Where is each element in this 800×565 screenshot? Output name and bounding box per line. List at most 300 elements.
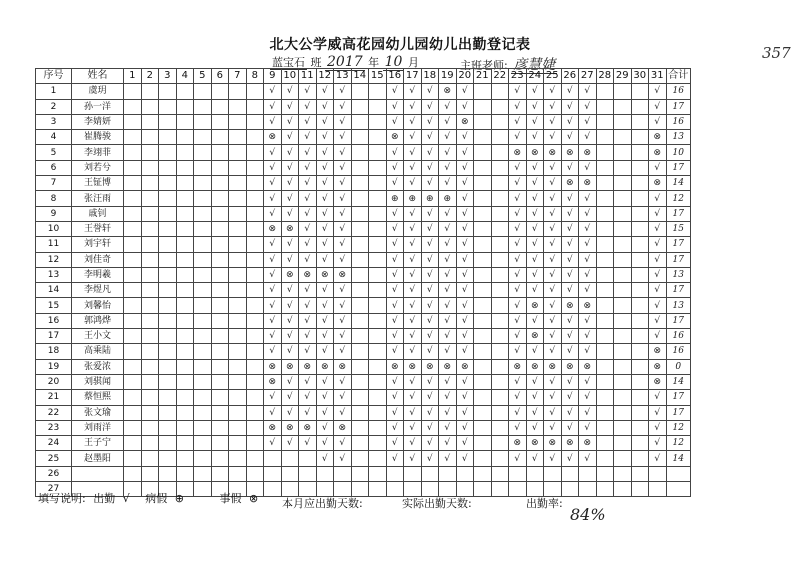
present-mark: √ <box>544 390 562 405</box>
legend-present-label: 出勤 <box>93 492 116 505</box>
present-mark: √ <box>579 329 597 344</box>
empty-cell <box>351 359 369 374</box>
leave-mark: ⊗ <box>544 436 562 451</box>
empty-cell <box>369 130 387 145</box>
empty-cell <box>141 466 159 481</box>
day-header: 3 <box>159 69 177 84</box>
empty-cell <box>614 482 632 497</box>
empty-cell <box>124 451 142 466</box>
empty-cell <box>159 451 177 466</box>
leave-mark: ⊗ <box>456 114 474 129</box>
empty-cell <box>614 99 632 114</box>
leave-mark: ⊗ <box>264 420 282 435</box>
empty-cell <box>614 313 632 328</box>
present-mark: √ <box>509 329 527 344</box>
empty-cell <box>351 283 369 298</box>
empty-cell <box>159 237 177 252</box>
present-mark: √ <box>299 313 317 328</box>
empty-cell <box>474 267 492 282</box>
present-mark: √ <box>334 344 352 359</box>
present-mark: √ <box>579 390 597 405</box>
present-mark: √ <box>264 191 282 206</box>
empty-cell <box>596 84 614 99</box>
present-mark: √ <box>264 145 282 160</box>
present-mark: √ <box>386 329 404 344</box>
empty-cell <box>211 436 229 451</box>
leave-mark: ⊗ <box>561 298 579 313</box>
empty-cell <box>141 313 159 328</box>
empty-cell <box>369 298 387 313</box>
empty-cell <box>614 405 632 420</box>
leave-mark: ⊗ <box>316 267 334 282</box>
present-mark: √ <box>334 283 352 298</box>
table-row <box>36 99 691 114</box>
day-header: 27 <box>579 69 597 84</box>
present-mark: √ <box>386 84 404 99</box>
present-mark: √ <box>579 451 597 466</box>
empty-cell <box>124 176 142 191</box>
empty-cell <box>229 390 247 405</box>
empty-cell <box>194 145 212 160</box>
leave-mark: ⊗ <box>264 359 282 374</box>
leave-mark: ⊗ <box>299 359 317 374</box>
empty-cell <box>176 160 194 175</box>
empty-cell <box>211 191 229 206</box>
student-name: 李翊菲 <box>72 145 124 160</box>
empty-cell <box>614 114 632 129</box>
day-header: 22 <box>491 69 509 84</box>
present-mark: √ <box>579 130 597 145</box>
student-name: 蔡恒熙 <box>72 390 124 405</box>
present-mark: √ <box>264 176 282 191</box>
empty-cell <box>211 466 229 481</box>
empty-cell <box>456 466 474 481</box>
present-mark: √ <box>526 221 544 236</box>
table-row <box>36 359 691 374</box>
present-mark: √ <box>579 283 597 298</box>
present-mark: √ <box>404 160 422 175</box>
table-header <box>36 69 691 84</box>
student-name: 李明羲 <box>72 267 124 282</box>
present-mark: √ <box>439 267 457 282</box>
empty-cell <box>491 252 509 267</box>
present-mark: √ <box>456 206 474 221</box>
present-mark: √ <box>579 252 597 267</box>
empty-cell <box>421 466 439 481</box>
table-row <box>36 283 691 298</box>
present-mark: √ <box>579 84 597 99</box>
present-mark: √ <box>649 420 667 435</box>
sick-icon: ⊕ <box>174 492 184 505</box>
present-mark: √ <box>299 405 317 420</box>
present-mark: √ <box>509 237 527 252</box>
empty-cell <box>491 99 509 114</box>
present-mark: √ <box>404 298 422 313</box>
present-mark: √ <box>509 267 527 282</box>
empty-cell <box>246 390 264 405</box>
empty-cell <box>491 283 509 298</box>
empty-cell <box>159 374 177 389</box>
empty-cell <box>386 466 404 481</box>
present-mark: √ <box>299 176 317 191</box>
present-mark: √ <box>439 206 457 221</box>
empty-cell <box>491 405 509 420</box>
present-mark: √ <box>386 206 404 221</box>
empty-cell <box>369 482 387 497</box>
present-mark: √ <box>526 313 544 328</box>
leave-mark: ⊗ <box>561 359 579 374</box>
empty-cell <box>159 221 177 236</box>
present-mark: √ <box>526 130 544 145</box>
table-row <box>36 405 691 420</box>
empty-cell <box>229 466 247 481</box>
empty-cell <box>614 390 632 405</box>
present-mark: √ <box>421 176 439 191</box>
empty-cell <box>631 344 649 359</box>
empty-cell <box>246 405 264 420</box>
empty-cell <box>141 390 159 405</box>
present-mark: √ <box>526 374 544 389</box>
student-name: 郭鸿烨 <box>72 313 124 328</box>
present-mark: √ <box>299 160 317 175</box>
empty-cell <box>369 436 387 451</box>
present-mark: √ <box>421 206 439 221</box>
empty-cell <box>159 359 177 374</box>
empty-cell <box>491 420 509 435</box>
present-mark: √ <box>404 176 422 191</box>
empty-cell <box>141 237 159 252</box>
leave-mark: ⊗ <box>281 267 299 282</box>
empty-cell <box>211 283 229 298</box>
present-mark: √ <box>544 374 562 389</box>
table-row <box>36 160 691 175</box>
present-mark: √ <box>649 405 667 420</box>
present-mark: √ <box>421 252 439 267</box>
empty-cell <box>351 329 369 344</box>
present-mark: √ <box>649 114 667 129</box>
empty-cell <box>474 221 492 236</box>
present-mark: √ <box>281 191 299 206</box>
present-mark: √ <box>404 374 422 389</box>
present-mark: √ <box>649 99 667 114</box>
student-name: 刘宇轩 <box>72 237 124 252</box>
present-mark: √ <box>264 84 282 99</box>
empty-cell <box>176 329 194 344</box>
present-mark: √ <box>264 298 282 313</box>
empty-cell <box>351 451 369 466</box>
empty-cell <box>631 176 649 191</box>
empty-cell <box>229 237 247 252</box>
empty-cell <box>211 344 229 359</box>
row-total: 14 <box>666 451 691 466</box>
empty-cell <box>211 99 229 114</box>
empty-cell <box>491 359 509 374</box>
present-mark: √ <box>299 99 317 114</box>
day-header: 19 <box>439 69 457 84</box>
present-mark: √ <box>456 298 474 313</box>
empty-cell <box>194 191 212 206</box>
table-row <box>36 267 691 282</box>
present-mark: √ <box>316 160 334 175</box>
table-row <box>36 374 691 389</box>
empty-cell <box>176 374 194 389</box>
row-total <box>666 466 691 481</box>
present-mark: √ <box>404 267 422 282</box>
leave-mark: ⊗ <box>526 298 544 313</box>
present-mark: √ <box>316 436 334 451</box>
row-number: 17 <box>36 329 72 344</box>
empty-cell <box>229 84 247 99</box>
empty-cell <box>246 221 264 236</box>
empty-cell <box>141 267 159 282</box>
empty-cell <box>246 130 264 145</box>
present-mark: √ <box>421 313 439 328</box>
empty-cell <box>124 160 142 175</box>
student-name: 崔腾骏 <box>72 130 124 145</box>
present-mark: √ <box>264 252 282 267</box>
table-row <box>36 191 691 206</box>
present-mark: √ <box>456 176 474 191</box>
empty-cell <box>614 466 632 481</box>
empty-cell <box>176 283 194 298</box>
present-mark: √ <box>299 283 317 298</box>
empty-cell <box>194 176 212 191</box>
empty-cell <box>159 145 177 160</box>
day-header: 23 <box>509 69 527 84</box>
empty-cell <box>159 420 177 435</box>
present-mark: √ <box>334 252 352 267</box>
empty-cell <box>159 176 177 191</box>
row-number: 12 <box>36 252 72 267</box>
empty-cell <box>176 237 194 252</box>
present-mark: √ <box>281 252 299 267</box>
table-row <box>36 176 691 191</box>
empty-cell <box>246 160 264 175</box>
present-mark: √ <box>404 99 422 114</box>
present-mark: √ <box>649 84 667 99</box>
leave-mark: ⊗ <box>649 176 667 191</box>
leave-mark: ⊗ <box>316 359 334 374</box>
present-mark: √ <box>334 160 352 175</box>
empty-cell <box>246 114 264 129</box>
day-header: 5 <box>194 69 212 84</box>
present-mark: √ <box>526 114 544 129</box>
empty-cell <box>596 237 614 252</box>
empty-cell <box>246 267 264 282</box>
sick-mark: ⊕ <box>421 191 439 206</box>
leave-mark: ⊗ <box>334 267 352 282</box>
row-total: 10 <box>666 145 691 160</box>
present-mark: √ <box>264 436 282 451</box>
row-number: 20 <box>36 374 72 389</box>
empty-cell <box>596 405 614 420</box>
teacher-name: 彦慧婕 <box>513 57 556 73</box>
present-mark: √ <box>544 114 562 129</box>
present-mark: √ <box>509 130 527 145</box>
row-total: 17 <box>666 99 691 114</box>
empty-cell <box>474 160 492 175</box>
present-mark: √ <box>386 99 404 114</box>
leave-mark: ⊗ <box>509 359 527 374</box>
empty-cell <box>369 420 387 435</box>
present-mark: √ <box>544 160 562 175</box>
row-number: 2 <box>36 99 72 114</box>
empty-cell <box>351 84 369 99</box>
present-mark: √ <box>456 160 474 175</box>
present-mark: √ <box>456 130 474 145</box>
empty-cell <box>561 466 579 481</box>
empty-cell <box>246 466 264 481</box>
row-total: 15 <box>666 221 691 236</box>
empty-cell <box>526 466 544 481</box>
empty-cell <box>246 298 264 313</box>
sick-mark: ⊕ <box>386 191 404 206</box>
empty-cell <box>124 130 142 145</box>
empty-cell <box>229 451 247 466</box>
empty-cell <box>176 84 194 99</box>
empty-cell <box>246 359 264 374</box>
leave-mark: ⊗ <box>264 374 282 389</box>
present-mark: √ <box>421 420 439 435</box>
empty-cell <box>141 359 159 374</box>
empty-cell <box>649 466 667 481</box>
empty-cell <box>211 176 229 191</box>
present-mark: √ <box>316 298 334 313</box>
present-mark: √ <box>561 252 579 267</box>
empty-cell <box>159 130 177 145</box>
empty-cell <box>474 283 492 298</box>
empty-cell <box>194 99 212 114</box>
present-mark: √ <box>386 420 404 435</box>
day-header: 20 <box>456 69 474 84</box>
present-mark: √ <box>264 329 282 344</box>
present-mark: √ <box>404 283 422 298</box>
present-mark: √ <box>456 237 474 252</box>
present-mark: √ <box>649 390 667 405</box>
present-mark: √ <box>404 84 422 99</box>
present-mark: √ <box>509 374 527 389</box>
day-header: 16 <box>386 69 404 84</box>
present-mark: √ <box>264 114 282 129</box>
present-mark: √ <box>264 313 282 328</box>
present-mark: √ <box>649 298 667 313</box>
empty-cell <box>176 130 194 145</box>
empty-cell <box>194 374 212 389</box>
row-total: 17 <box>666 206 691 221</box>
empty-cell <box>194 405 212 420</box>
present-mark: √ <box>404 130 422 145</box>
row-number: 24 <box>36 436 72 451</box>
row-total: 17 <box>666 390 691 405</box>
row-total: 12 <box>666 436 691 451</box>
empty-cell <box>474 84 492 99</box>
table-row <box>36 114 691 129</box>
student-name: 王钲博 <box>72 176 124 191</box>
row-total: 13 <box>666 298 691 313</box>
empty-cell <box>369 206 387 221</box>
present-mark: √ <box>544 283 562 298</box>
empty-cell <box>491 130 509 145</box>
present-mark: √ <box>544 84 562 99</box>
empty-cell <box>351 160 369 175</box>
leave-mark: ⊗ <box>579 298 597 313</box>
present-mark: √ <box>316 176 334 191</box>
leave-mark: ⊗ <box>386 359 404 374</box>
empty-cell <box>614 191 632 206</box>
present-mark: √ <box>281 176 299 191</box>
present-mark: √ <box>316 451 334 466</box>
empty-cell <box>176 451 194 466</box>
present-mark: √ <box>561 390 579 405</box>
present-mark: √ <box>579 114 597 129</box>
row-number: 15 <box>36 298 72 313</box>
present-mark: √ <box>456 221 474 236</box>
row-total: 16 <box>666 114 691 129</box>
row-total: 17 <box>666 405 691 420</box>
empty-cell <box>229 130 247 145</box>
row-total: 12 <box>666 420 691 435</box>
empty-cell <box>124 84 142 99</box>
empty-cell <box>124 298 142 313</box>
empty-cell <box>159 298 177 313</box>
empty-cell <box>176 420 194 435</box>
class-suffix: 班 <box>310 56 322 69</box>
empty-cell <box>351 405 369 420</box>
row-number: 27 <box>36 482 72 497</box>
empty-cell <box>631 99 649 114</box>
day-header: 15 <box>369 69 387 84</box>
present-mark: √ <box>456 283 474 298</box>
empty-cell <box>614 237 632 252</box>
table-row <box>36 206 691 221</box>
empty-cell <box>369 405 387 420</box>
empty-cell <box>159 206 177 221</box>
empty-cell <box>369 267 387 282</box>
present-mark: √ <box>386 436 404 451</box>
empty-cell <box>229 313 247 328</box>
empty-cell <box>631 114 649 129</box>
present-mark: √ <box>316 329 334 344</box>
present-mark: √ <box>334 130 352 145</box>
leave-mark: ⊗ <box>439 84 457 99</box>
empty-cell <box>369 390 387 405</box>
present-mark: √ <box>561 267 579 282</box>
empty-cell <box>141 344 159 359</box>
day-header: 17 <box>404 69 422 84</box>
present-mark: √ <box>561 313 579 328</box>
empty-cell <box>141 99 159 114</box>
present-mark: √ <box>439 252 457 267</box>
row-number: 8 <box>36 191 72 206</box>
empty-cell <box>351 99 369 114</box>
present-mark: √ <box>334 329 352 344</box>
present-mark: √ <box>649 191 667 206</box>
empty-cell <box>124 436 142 451</box>
empty-cell <box>614 145 632 160</box>
present-mark: √ <box>386 283 404 298</box>
empty-cell <box>176 176 194 191</box>
empty-cell <box>159 466 177 481</box>
present-mark: √ <box>281 206 299 221</box>
empty-cell <box>491 84 509 99</box>
empty-cell <box>631 466 649 481</box>
present-mark: √ <box>421 99 439 114</box>
empty-cell <box>176 313 194 328</box>
empty-cell <box>631 374 649 389</box>
present-mark: √ <box>264 283 282 298</box>
sick-mark: ⊕ <box>404 191 422 206</box>
empty-cell <box>211 374 229 389</box>
